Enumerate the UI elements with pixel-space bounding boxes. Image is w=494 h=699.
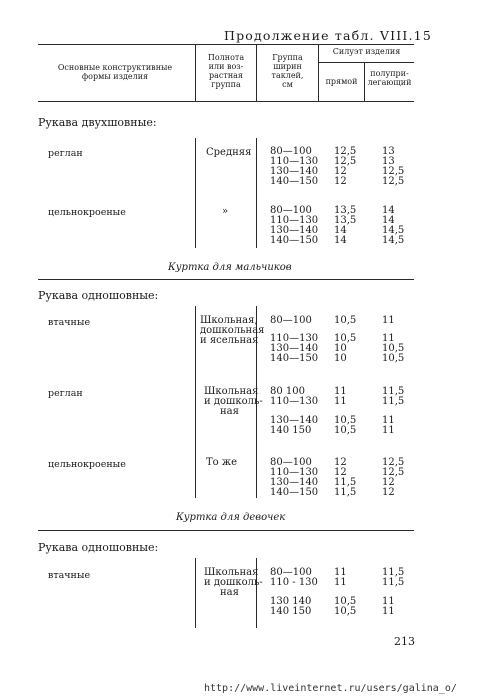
silhouette-sub-rule xyxy=(318,62,414,63)
semi-fitted-column: 11 11 10,5 10,5 xyxy=(382,315,405,364)
section-rule xyxy=(38,279,414,280)
section-heading: Куртка для мальчиков xyxy=(168,262,292,273)
column-header-silhouette: Силуэт изделия xyxy=(332,47,401,56)
column-header-semi-fitted: полупри- легающий xyxy=(367,69,412,87)
semi-fitted-column: 11,5 11,5 11 11 xyxy=(382,567,405,617)
semi-fitted-column: 11,5 11,5 11 11 xyxy=(382,386,405,436)
section-rule xyxy=(38,530,414,531)
width-column: 80 100 110—130 130—140 140 150 xyxy=(270,386,319,436)
width-column: 80—100 110—130 130—140 140—150 xyxy=(270,315,319,364)
row-label: цельнокроеные xyxy=(48,459,126,470)
straight-column: 10,5 10,5 10 10 xyxy=(334,315,357,364)
column-header-fullness: Полнота или воз- растная группа xyxy=(207,53,245,89)
row-label: реглан xyxy=(48,388,83,399)
body-vline-1 xyxy=(195,558,196,628)
fullness-cell: Средняя xyxy=(206,147,252,158)
group-title: Рукава одношовные: xyxy=(38,541,159,554)
column-header-width: Группа ширин таклей, см xyxy=(271,53,304,89)
group-title: Рукава одношовные: xyxy=(38,289,159,302)
semi-fitted-column: 14 14 14,5 14,5 xyxy=(382,205,405,246)
page-number: 213 xyxy=(394,635,415,648)
body-vline-1 xyxy=(195,138,196,248)
semi-fitted-column: 13 13 12,5 12,5 xyxy=(382,146,405,187)
body-vline-1 xyxy=(195,306,196,498)
section-heading: Куртка для девочек xyxy=(176,512,286,523)
fullness-cell: Школьная и дошколь- ная xyxy=(204,386,263,417)
fullness-cell: » xyxy=(222,206,229,217)
column-header-forms: Основные конструктивные формы изделия xyxy=(57,63,173,81)
table-continuation-title: Продолжение табл. VIII.15 xyxy=(223,28,432,43)
fullness-cell: То же xyxy=(206,457,237,468)
table-top-rule xyxy=(38,44,414,45)
source-url: http://www.liveinternet.ru/users/galina_o/ xyxy=(204,683,457,694)
width-column: 80—100 110—130 130—140 140—150 xyxy=(270,457,319,498)
column-header-straight: прямой xyxy=(325,77,358,86)
straight-column: 12 12 11,5 11,5 xyxy=(334,457,357,498)
group-title: Рукава двухшовные: xyxy=(38,116,157,129)
straight-column: 12,5 12,5 12 12 xyxy=(334,146,357,187)
row-label: втачные xyxy=(48,570,91,581)
row-label: втачные xyxy=(48,317,91,328)
semi-fitted-column: 12,5 12,5 12 12 xyxy=(382,457,405,498)
width-column: 80—100 110—130 130—140 140—150 xyxy=(270,205,319,246)
width-column: 80—100 110 - 130 130 140 140 150 xyxy=(270,567,318,617)
body-vline-2 xyxy=(256,138,257,248)
table-header-bottom-rule xyxy=(38,101,414,102)
fullness-cell: Школьная, дошкольная и ясельная xyxy=(200,315,265,346)
row-label: реглан xyxy=(48,148,83,159)
straight-column: 13,5 13,5 14 14 xyxy=(334,205,357,246)
row-label: цельнокроеные xyxy=(48,207,126,218)
fullness-cell: Школьная и дошколь- ная xyxy=(204,567,263,598)
straight-column: 11 11 10,5 10,5 xyxy=(334,567,357,617)
width-column: 80—100 110—130 130—140 140—150 xyxy=(270,146,319,187)
straight-column: 11 11 10,5 10,5 xyxy=(334,386,357,436)
